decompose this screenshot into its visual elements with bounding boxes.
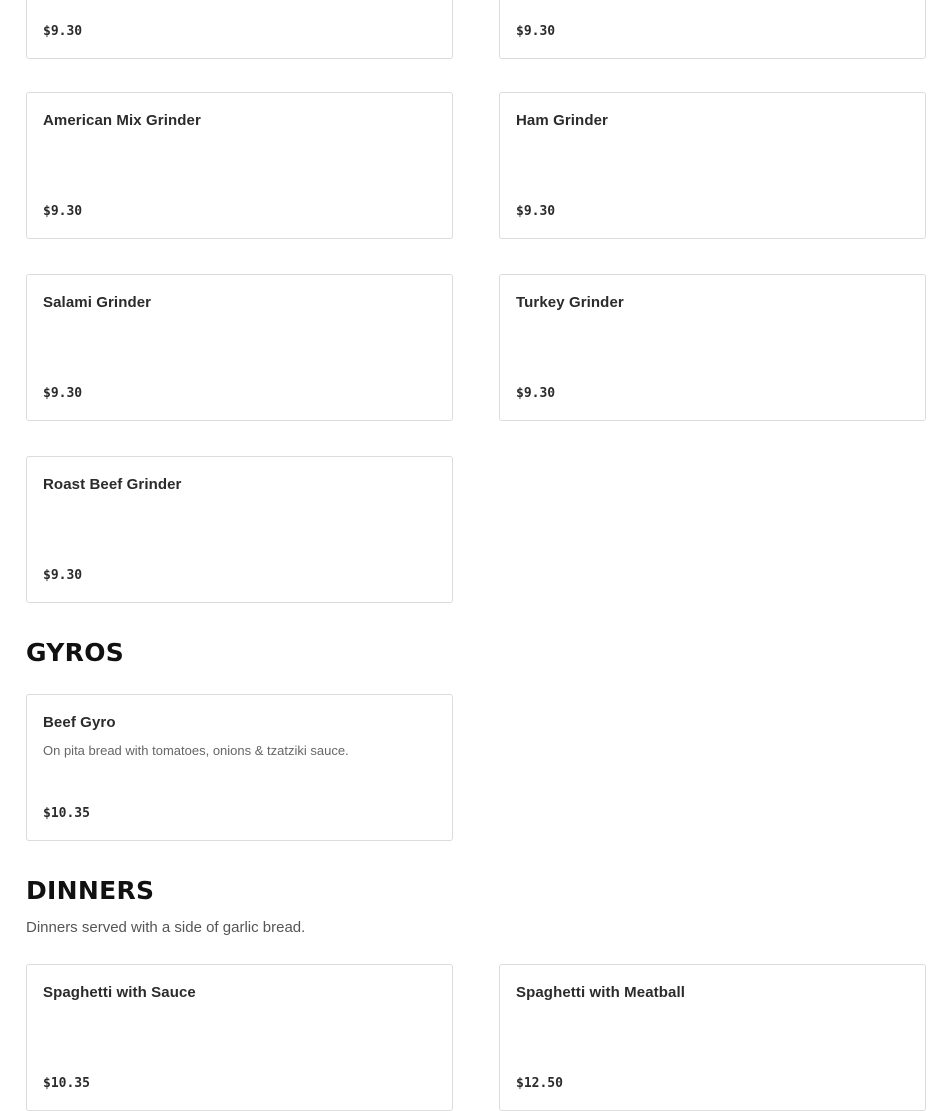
menu-item-price: $10.35 <box>43 806 90 821</box>
menu-item-card[interactable] <box>26 456 453 603</box>
menu-item-name: Spaghetti with Meatball <box>516 984 685 1001</box>
menu-item-card[interactable] <box>499 274 926 421</box>
menu-item-price: $10.35 <box>43 1076 90 1091</box>
menu-item-name: Turkey Grinder <box>516 294 624 311</box>
menu-item-card[interactable] <box>26 0 453 59</box>
section-title-dinners: DINNERS <box>26 876 155 905</box>
menu-item-card[interactable] <box>499 964 926 1111</box>
menu-item-name: American Mix Grinder <box>43 112 201 129</box>
menu-item-name: Beef Gyro <box>43 714 116 731</box>
menu-item-name: Spaghetti with Sauce <box>43 984 196 1001</box>
menu-item-card[interactable] <box>499 92 926 239</box>
menu-item-price: $9.30 <box>516 24 556 39</box>
menu-item-name: Roast Beef Grinder <box>43 476 182 493</box>
menu-item-card[interactable] <box>26 694 453 841</box>
menu-item-price: $9.30 <box>516 386 556 401</box>
menu-item-price: $9.30 <box>43 204 83 219</box>
menu-item-card[interactable] <box>26 274 453 421</box>
menu-item-name: Ham Grinder <box>516 112 608 129</box>
menu-item-description: On pita bread with tomatoes, onions & tzatziki sauce. <box>43 743 349 758</box>
menu-item-card[interactable] <box>26 964 453 1111</box>
section-description: Dinners served with a side of garlic bread. <box>26 919 306 936</box>
section-title-gyros: GYROS <box>26 638 125 667</box>
menu-item-name: Salami Grinder <box>43 294 152 311</box>
menu-item-price: $9.30 <box>43 568 83 583</box>
menu-item-price: $9.30 <box>516 204 556 219</box>
menu-item-card[interactable] <box>26 92 453 239</box>
menu-item-price: $9.30 <box>43 386 83 401</box>
menu-item-card[interactable] <box>499 0 926 59</box>
menu-item-price: $9.30 <box>43 24 83 39</box>
menu-item-price: $12.50 <box>516 1076 563 1091</box>
